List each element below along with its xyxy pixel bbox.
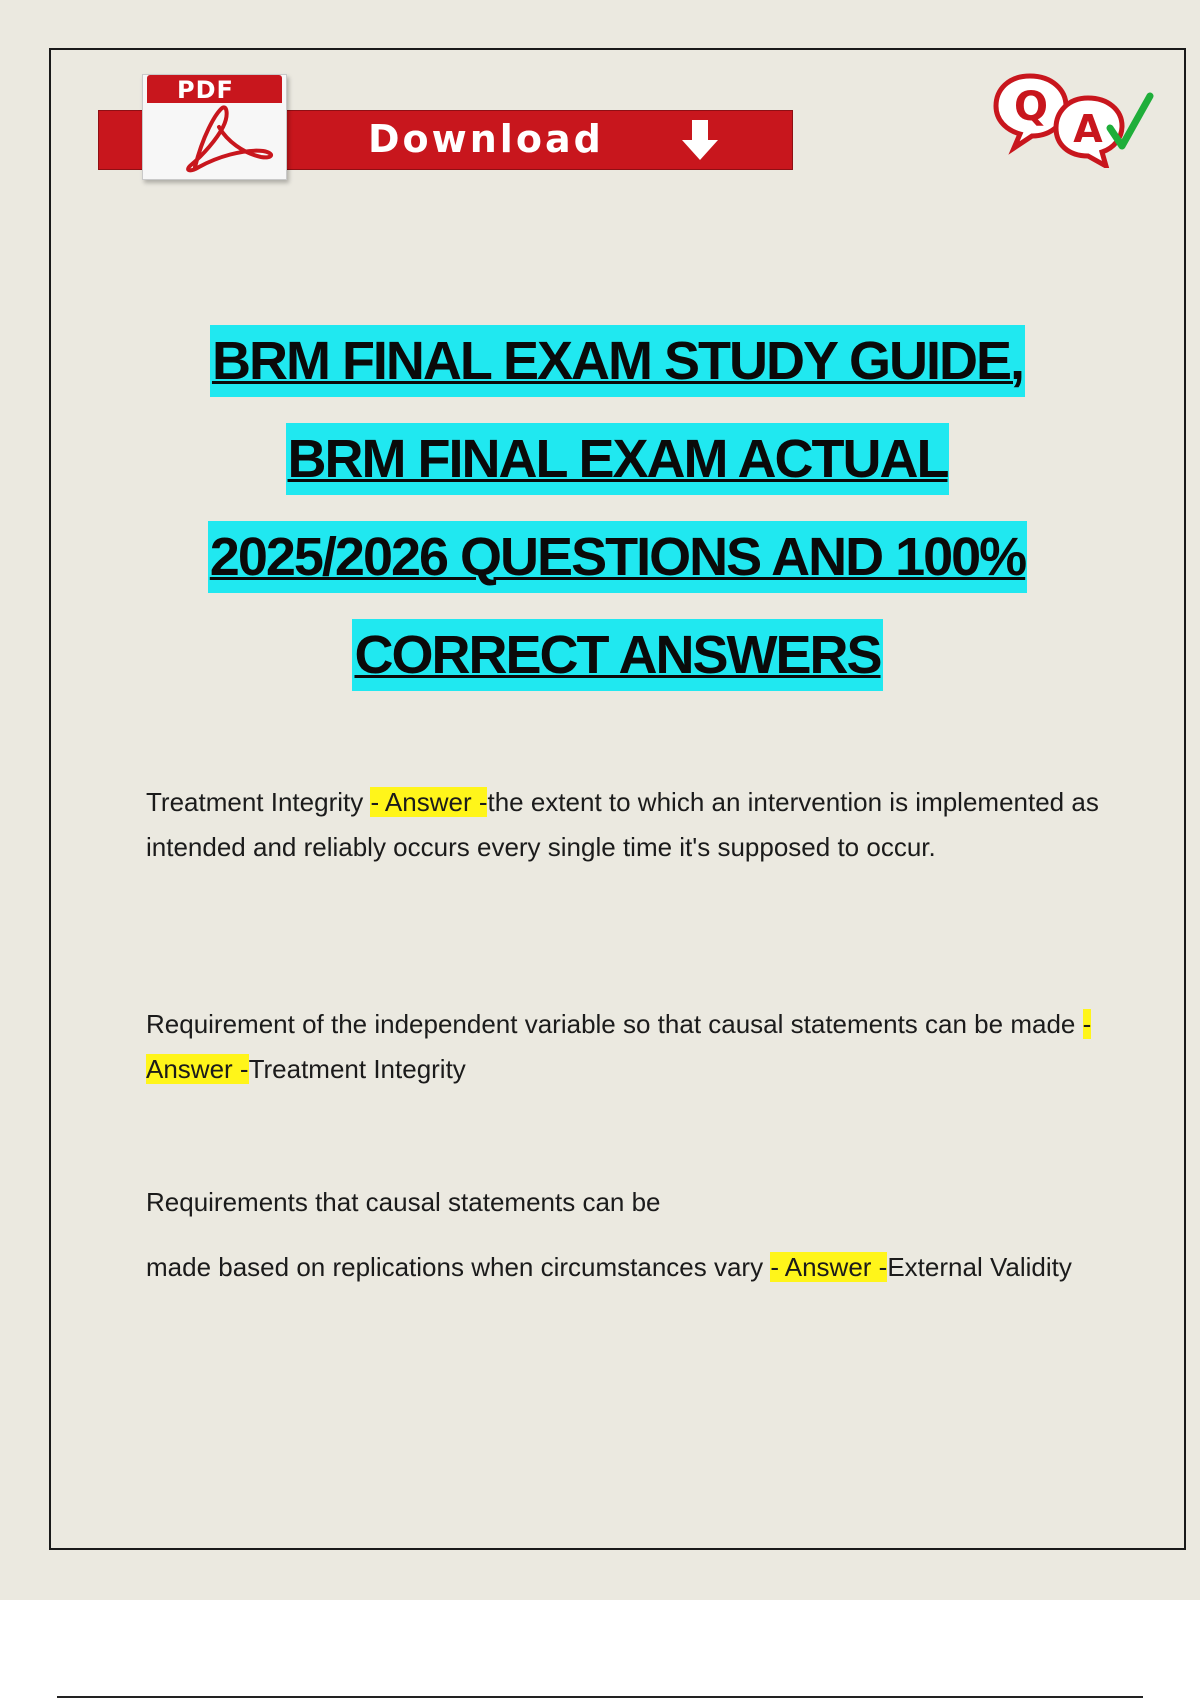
pdf-document-icon xyxy=(142,74,287,180)
pdf-tag xyxy=(147,75,282,103)
answer-text: the extent to which an intervention is implemented as intended and reliably occurs every single time it's supposed to occur. xyxy=(146,787,1099,862)
qa-item xyxy=(146,1245,1106,1290)
question-text: made based on replications when circumstances vary xyxy=(146,1252,771,1282)
answer-marker: - Answer - xyxy=(370,787,488,817)
title-line: BRM FINAL EXAM ACTUAL xyxy=(60,410,1175,508)
logo-a: A xyxy=(1073,107,1103,151)
down-arrow-icon xyxy=(680,120,720,162)
logo-q: Q xyxy=(1013,84,1049,130)
answer-marker: - Answer - xyxy=(146,1009,1092,1084)
answer-marker: - Answer - xyxy=(770,1252,888,1282)
answer-text: External Validity xyxy=(887,1252,1072,1282)
divider xyxy=(57,1696,1143,1698)
question-text: Requirements that causal statements can be xyxy=(146,1187,661,1217)
question-text: Treatment Integrity xyxy=(146,787,371,817)
qa-item xyxy=(146,780,1106,870)
qa-item xyxy=(146,1002,1106,1092)
question-text: Requirement of the independent variable so that causal statements can be made xyxy=(146,1009,1083,1039)
title-line: BRM FINAL EXAM STUDY GUIDE, xyxy=(60,312,1175,410)
answer-text: Treatment Integrity xyxy=(248,1054,466,1084)
pdf-tag-label: PDF xyxy=(177,76,234,104)
download-label[interactable]: Download xyxy=(368,117,604,161)
qa-check-icon xyxy=(990,68,1155,168)
title-line: 2025/2026 QUESTIONS AND 100% xyxy=(60,508,1175,606)
document-title xyxy=(60,312,1175,704)
pdf-download-banner[interactable] xyxy=(98,70,793,180)
title-line: CORRECT ANSWERS xyxy=(60,606,1175,704)
